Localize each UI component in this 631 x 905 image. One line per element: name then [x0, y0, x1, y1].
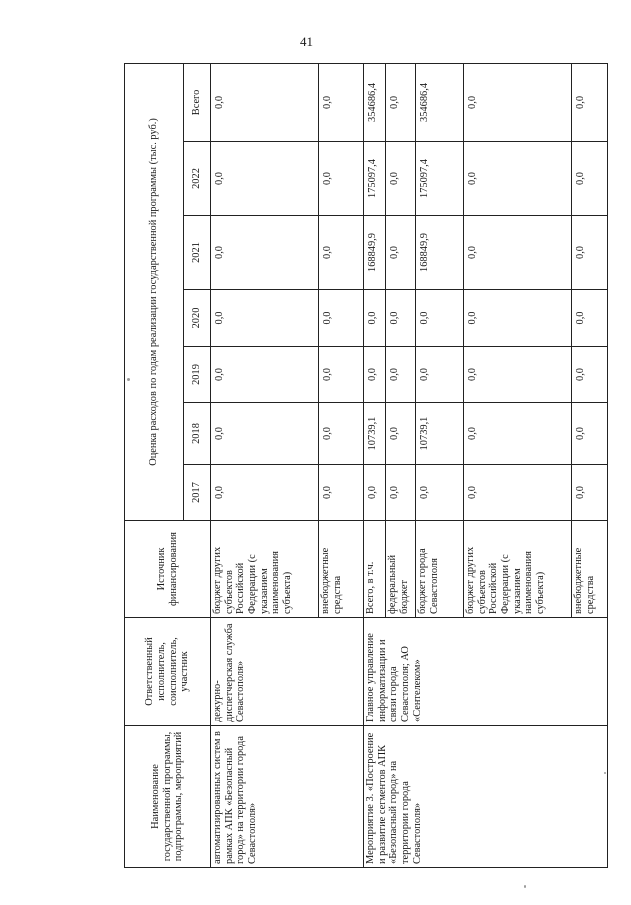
value-cell: 0,0 — [464, 347, 572, 403]
funding-source: бюджет других субъектов Российской Федерации (с указанием наименования субъекта) — [211, 521, 319, 618]
funding-source: бюджет города Севастополя — [416, 521, 464, 618]
funding-source: внебюджетные средства — [572, 521, 608, 618]
measure-name: Мероприятие 3. «Построение и развитие сегментов АПК «Безопасный город» на территории города Севастополя» — [364, 726, 608, 868]
header-year: 2020 — [184, 290, 211, 347]
value-cell: 175097,4 — [364, 142, 386, 216]
value-cell: 0,0 — [572, 347, 608, 403]
value-cell: 0,0 — [319, 216, 364, 290]
value-cell: 0,0 — [386, 290, 416, 347]
header-total: Всего — [184, 63, 211, 141]
header-year: 2017 — [184, 465, 211, 521]
header-name: Наименование государственной программы, подпрограммы, мероприятий — [125, 726, 211, 868]
value-cell: 0,0 — [416, 347, 464, 403]
page-number: 41 — [300, 34, 313, 49]
value-cell: 0,0 — [572, 465, 608, 521]
value-cell: 0,0 — [386, 63, 416, 141]
value-cell: 0,0 — [364, 347, 386, 403]
value-cell: 354686,4 — [364, 63, 386, 141]
value-cell: 0,0 — [364, 465, 386, 521]
budget-table — [124, 63, 608, 868]
value-cell: 0,0 — [386, 216, 416, 290]
value-cell: 0,0 — [572, 403, 608, 465]
value-cell: 0,0 — [572, 290, 608, 347]
value-cell: 0,0 — [416, 290, 464, 347]
value-cell: 0,0 — [319, 347, 364, 403]
value-cell: 0,0 — [464, 403, 572, 465]
measure-executor: дежурно-диспетчерская служба Севастополя» — [211, 618, 364, 726]
header-estimate: Оценка расходов по годам реализации государственной программы (тыс. руб.) — [125, 63, 184, 520]
table-row — [364, 63, 386, 867]
value-cell: 0,0 — [319, 403, 364, 465]
value-cell: 0,0 — [211, 403, 319, 465]
funding-source: внебюджетные средства — [319, 521, 364, 618]
value-cell: 0,0 — [386, 403, 416, 465]
value-cell: 168849,9 — [364, 216, 386, 290]
value-cell: 10739,1 — [364, 403, 386, 465]
value-cell: 0,0 — [319, 290, 364, 347]
funding-source: федеральный бюджет — [386, 521, 416, 618]
value-cell: 0,0 — [386, 465, 416, 521]
header-executor: Ответственный исполнитель, соисполнитель, участник — [125, 618, 211, 726]
value-cell: 0,0 — [464, 142, 572, 216]
value-cell: 0,0 — [211, 347, 319, 403]
value-cell: 0,0 — [319, 465, 364, 521]
header-year: 2019 — [184, 347, 211, 403]
value-cell: 0,0 — [572, 216, 608, 290]
value-cell: 0,0 — [319, 142, 364, 216]
value-cell: 0,0 — [211, 465, 319, 521]
value-cell: 0,0 — [464, 216, 572, 290]
measure-executor: Главное управление информатизации и связи города Севастополя; АО «Сентелеком» — [364, 618, 608, 726]
value-cell: 0,0 — [386, 142, 416, 216]
value-cell: 0,0 — [464, 290, 572, 347]
value-cell: 0,0 — [319, 63, 364, 141]
header-year: 2018 — [184, 403, 211, 465]
value-cell: 0,0 — [211, 142, 319, 216]
value-cell: 0,0 — [386, 347, 416, 403]
value-cell: 0,0 — [464, 465, 572, 521]
scan-speck — [524, 885, 526, 888]
value-cell: 0,0 — [211, 290, 319, 347]
header-year: 2021 — [184, 216, 211, 290]
value-cell: 0,0 — [572, 142, 608, 216]
header-source: Источник финансирования — [125, 521, 211, 618]
funding-source: Всего, в т.ч. — [364, 521, 386, 618]
rotated-table-wrapper — [124, 64, 596, 868]
value-cell: 0,0 — [211, 216, 319, 290]
value-cell: 10739,1 — [416, 403, 464, 465]
header-year: 2022 — [184, 142, 211, 216]
measure-name: автоматизированных систем в рамках АПК «Безопасный город» на территории города Севастополя» — [211, 726, 364, 868]
value-cell: 0,0 — [416, 465, 464, 521]
funding-source: бюджет других субъектов Российской Федерации (с указанием наименования субъекта) — [464, 521, 572, 618]
value-cell: 168849,9 — [416, 216, 464, 290]
value-cell: 175097,4 — [416, 142, 464, 216]
value-cell: 0,0 — [364, 290, 386, 347]
value-cell: 0,0 — [572, 63, 608, 141]
table-row — [211, 63, 319, 867]
value-cell: 354686,4 — [416, 63, 464, 141]
value-cell: 0,0 — [464, 63, 572, 141]
value-cell: 0,0 — [211, 63, 319, 141]
